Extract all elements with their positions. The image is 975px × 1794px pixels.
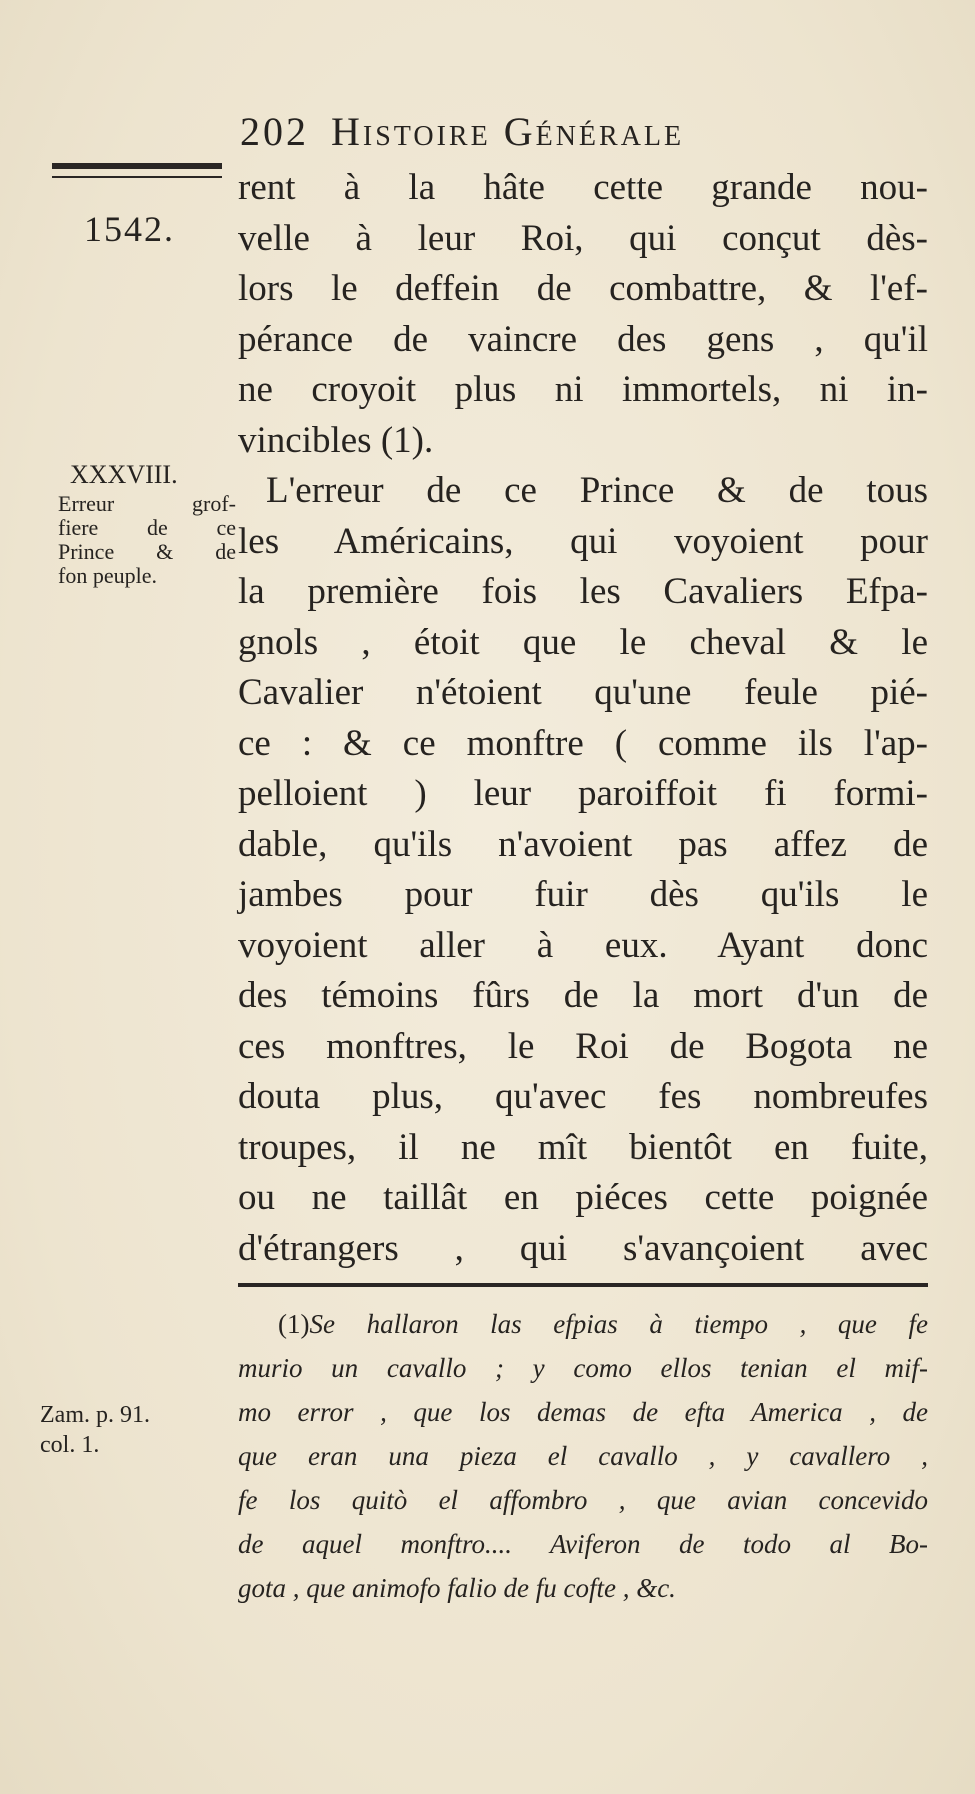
footnote [238, 1302, 928, 1610]
running-header [240, 108, 880, 158]
text-line: Cavalier n'étoient qu'une feule pié- [238, 672, 928, 713]
text-line: la première fois les Cavaliers Efpa- [238, 571, 928, 612]
footnote-text: Se hallaron las efpias à tiempo , que fe [309, 1309, 928, 1339]
text-line: jambes pour fuir dès qu'ils le [238, 874, 928, 915]
page-number: 202 [240, 109, 309, 154]
margin-note-line: Prince & de [58, 539, 236, 564]
margin-note [58, 492, 236, 588]
text-line: douta plus, qu'avec fes nombreufes [238, 1076, 928, 1117]
text-line: rent à la hâte cette grande nou- [238, 167, 928, 208]
margin-note-line: Erreur grof- [58, 491, 236, 516]
margin-note-line: fon peuple. [58, 563, 157, 588]
source-reference [40, 1400, 150, 1460]
footnote-line: mo error , que los demas de efta America , de [238, 1397, 928, 1427]
text-line: les Américains, qui voyoient pour [238, 520, 928, 562]
running-title: Histoire Générale [331, 109, 685, 154]
header-rule-thin [52, 176, 222, 178]
footnote-line: gota , que animofo falio de fu cofte , &c. [238, 1573, 676, 1603]
source-reference-line: Zam. p. 91. [40, 1402, 150, 1428]
text-line: ne croyoit plus ni immortels, ni in- [238, 369, 928, 410]
source-reference-line: col. 1. [40, 1432, 100, 1458]
text-line: d'étrangers , qui s'avançoient avec [238, 1227, 928, 1269]
text-line: ces monftres, le Roi de Bogota ne [238, 1025, 928, 1067]
footnote-line: fe los quitò el affombro , que avian concevido [238, 1485, 928, 1515]
footnote-line: que eran una pieza el cavallo , y cavallero , [238, 1441, 928, 1471]
footnote-marker: (1) [278, 1309, 310, 1339]
footnote-line [238, 1302, 928, 1346]
section-number: XXXVIII. [70, 460, 178, 489]
text-line: pelloient ) leur paroiffoit fi formi- [238, 773, 928, 814]
text-line: ou ne taillât en piéces cette poignée [238, 1177, 928, 1218]
main-text [238, 163, 928, 1274]
text-line: velle à leur Roi, qui conçut dès- [238, 217, 928, 259]
text-line: pérance de vaincre des gens , qu'il [238, 318, 928, 360]
text-line: L'erreur de ce Prince & de tous [266, 470, 928, 511]
margin-year: 1542. [84, 209, 175, 249]
text-line: voyoient aller à eux. Ayant donc [238, 924, 928, 966]
text-line: gnols , étoit que le cheval & le [238, 621, 928, 663]
text-line: ce : & ce monftre ( comme ils l'ap- [238, 722, 928, 764]
header-rule-thick [52, 163, 222, 169]
text-line: vincibles (1). [238, 419, 434, 461]
footnote-line: de aquel monftro.... Aviferon de todo al Bo- [238, 1529, 928, 1559]
text-line: dable, qu'ils n'avoient pas affez de [238, 823, 928, 865]
text-line: lors le deffein de combattre, & l'ef- [238, 268, 928, 309]
text-line: troupes, il ne mît bientôt en fuite, [238, 1126, 928, 1168]
footnote-rule [238, 1283, 928, 1287]
text-line: des témoins fûrs de la mort d'un de [238, 975, 928, 1016]
margin-note-line: fiere de ce [58, 515, 236, 540]
footnote-line: murio un cavallo ; y como ellos tenian el mif- [238, 1353, 928, 1383]
